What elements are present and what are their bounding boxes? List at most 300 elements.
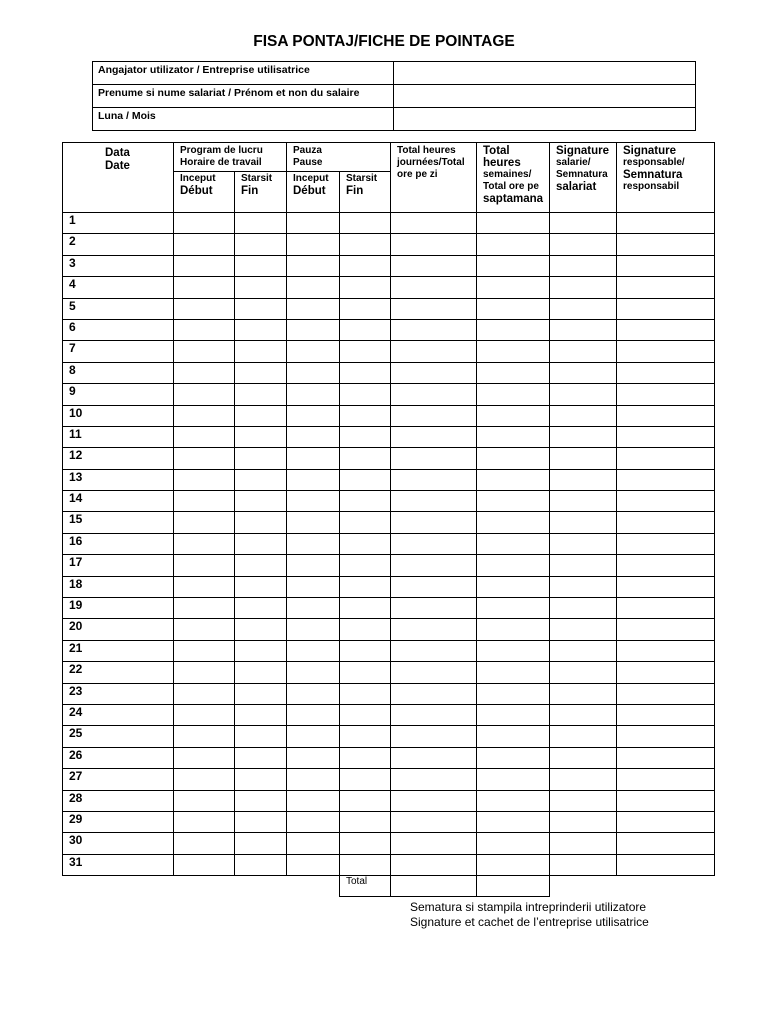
employee-signature-cell[interactable] [550, 790, 617, 811]
daily-total-cell[interactable] [391, 704, 477, 725]
manager-signature-cell[interactable] [617, 384, 715, 405]
employee-signature-cell[interactable] [550, 533, 617, 554]
work-end-cell[interactable] [235, 448, 287, 469]
day-number: 11 [63, 426, 174, 447]
pause-start-cell[interactable] [287, 448, 340, 469]
manager-signature-line: responsabil [623, 181, 680, 192]
weekly-total-cell[interactable] [477, 640, 550, 661]
work-end-cell[interactable] [235, 234, 287, 255]
work-start-cell[interactable] [174, 769, 235, 790]
pause-start-cell[interactable] [287, 384, 340, 405]
pause-end-cell[interactable] [340, 341, 391, 362]
pause-start-cell[interactable] [287, 491, 340, 512]
employee-signature-cell[interactable] [550, 640, 617, 661]
work-end-cell[interactable] [235, 640, 287, 661]
manager-signature-cell[interactable] [617, 448, 715, 469]
employee-signature-cell[interactable] [550, 662, 617, 683]
work-end-cell[interactable] [235, 512, 287, 533]
employee-signature-cell[interactable] [550, 555, 617, 576]
weekly-total-cell[interactable] [477, 448, 550, 469]
employer-field[interactable] [394, 62, 696, 85]
date-header-fr: Date [105, 160, 130, 172]
pause-end-cell[interactable] [340, 319, 391, 340]
work-end-cell[interactable] [235, 298, 287, 319]
work-start-cell[interactable] [174, 341, 235, 362]
work-start-cell[interactable] [174, 405, 235, 426]
table-row [63, 319, 715, 340]
daily-total-cell[interactable] [391, 811, 477, 832]
weekly-total-cell[interactable] [477, 533, 550, 554]
weekly-total-cell[interactable] [477, 726, 550, 747]
month-field[interactable] [394, 108, 696, 131]
work-start-cell[interactable] [174, 619, 235, 640]
pause-start-cell[interactable] [287, 319, 340, 340]
manager-signature-cell[interactable] [617, 405, 715, 426]
employee-signature-cell[interactable] [550, 683, 617, 704]
manager-signature-cell[interactable] [617, 790, 715, 811]
work-end-cell[interactable] [235, 747, 287, 768]
work-end-cell[interactable] [235, 662, 287, 683]
pause-start-cell[interactable] [287, 619, 340, 640]
employee-signature-cell[interactable] [550, 341, 617, 362]
employee-signature-cell[interactable] [550, 384, 617, 405]
daily-total-cell[interactable] [391, 448, 477, 469]
daily-total-cell[interactable] [391, 298, 477, 319]
manager-signature-cell[interactable] [617, 811, 715, 832]
daily-total-cell[interactable] [391, 491, 477, 512]
pause-end-cell[interactable] [340, 726, 391, 747]
work-start-cell[interactable] [174, 469, 235, 490]
employee-signature-cell[interactable] [550, 854, 617, 875]
pause-end-cell[interactable] [340, 277, 391, 298]
work-end-cell[interactable] [235, 213, 287, 234]
employee-signature-cell[interactable] [550, 426, 617, 447]
pause-end-cell[interactable] [340, 790, 391, 811]
day-number: 10 [63, 405, 174, 426]
pause-start-cell[interactable] [287, 640, 340, 661]
pause-start-cell[interactable] [287, 662, 340, 683]
info-row-month [93, 108, 696, 131]
pause-end-cell[interactable] [340, 769, 391, 790]
work-start-cell[interactable] [174, 533, 235, 554]
day-number: 6 [63, 319, 174, 340]
manager-signature-cell[interactable] [617, 683, 715, 704]
manager-signature-cell[interactable] [617, 747, 715, 768]
manager-signature-cell[interactable] [617, 854, 715, 875]
work-start-cell[interactable] [174, 426, 235, 447]
work-start-cell[interactable] [174, 576, 235, 597]
employee-signature-cell[interactable] [550, 362, 617, 383]
date-header-ro: Data [105, 147, 130, 159]
work-start-cell[interactable] [174, 448, 235, 469]
pause-start-cell[interactable] [287, 811, 340, 832]
weekly-total-header [477, 143, 550, 213]
manager-signature-cell[interactable] [617, 213, 715, 234]
employee-signature-cell[interactable] [550, 598, 617, 619]
work-end-cell[interactable] [235, 341, 287, 362]
pause-end-cell[interactable] [340, 854, 391, 875]
daily-total-cell[interactable] [391, 769, 477, 790]
pause-end-cell[interactable] [340, 362, 391, 383]
manager-signature-line: responsable/ [623, 157, 685, 168]
weekly-total-cell[interactable] [477, 769, 550, 790]
table-row [63, 362, 715, 383]
pause-end-cell[interactable] [340, 384, 391, 405]
pause-end-cell[interactable] [340, 576, 391, 597]
employee-signature-cell[interactable] [550, 255, 617, 276]
pause-start-cell[interactable] [287, 234, 340, 255]
work-end-cell[interactable] [235, 533, 287, 554]
manager-signature-cell[interactable] [617, 469, 715, 490]
weekly-total-cell[interactable] [477, 747, 550, 768]
pause-start-cell[interactable] [287, 341, 340, 362]
daily-total-cell[interactable] [391, 726, 477, 747]
daily-total-cell[interactable] [391, 362, 477, 383]
daily-total-cell[interactable] [391, 405, 477, 426]
table-row [63, 448, 715, 469]
manager-signature-cell[interactable] [617, 255, 715, 276]
pause-end-cell[interactable] [340, 213, 391, 234]
work-start-cell[interactable] [174, 319, 235, 340]
weekly-total-cell[interactable] [477, 469, 550, 490]
employee-signature-line: salarie/ [556, 157, 591, 168]
work-start-cell[interactable] [174, 747, 235, 768]
employee-signature-cell[interactable] [550, 491, 617, 512]
daily-total-cell[interactable] [391, 469, 477, 490]
weekly-total-cell[interactable] [477, 405, 550, 426]
work-start-cell[interactable] [174, 640, 235, 661]
work-start-cell[interactable] [174, 683, 235, 704]
work-start-cell[interactable] [174, 598, 235, 619]
work-start-header [174, 172, 235, 213]
weekly-total-cell[interactable] [477, 341, 550, 362]
weekly-total-cell[interactable] [477, 213, 550, 234]
work-end-cell[interactable] [235, 426, 287, 447]
pause-end-cell[interactable] [340, 448, 391, 469]
work-end-cell[interactable] [235, 790, 287, 811]
employee-signature-cell[interactable] [550, 726, 617, 747]
date-header [63, 143, 174, 213]
pause-end-cell[interactable] [340, 469, 391, 490]
manager-signature-cell[interactable] [617, 833, 715, 854]
pause-end-cell[interactable] [340, 234, 391, 255]
pause-end-cell[interactable] [340, 298, 391, 319]
table-row [63, 234, 715, 255]
manager-signature-cell[interactable] [617, 533, 715, 554]
total-daily-cell[interactable] [391, 876, 477, 897]
manager-signature-cell[interactable] [617, 662, 715, 683]
weekly-total-cell[interactable] [477, 298, 550, 319]
pause-end-cell[interactable] [340, 491, 391, 512]
weekly-total-cell[interactable] [477, 426, 550, 447]
manager-signature-cell[interactable] [617, 769, 715, 790]
daily-total-cell[interactable] [391, 213, 477, 234]
pause-start-cell[interactable] [287, 769, 340, 790]
work-end-cell[interactable] [235, 576, 287, 597]
manager-signature-cell[interactable] [617, 341, 715, 362]
manager-signature-cell[interactable] [617, 426, 715, 447]
employee-signature-line: salariat [556, 181, 597, 193]
manager-signature-cell[interactable] [617, 234, 715, 255]
header-row-top [63, 143, 715, 172]
program-header-fr: Horaire de travail [180, 157, 262, 168]
manager-signature-cell[interactable] [617, 277, 715, 298]
manager-signature-cell[interactable] [617, 555, 715, 576]
table-row [63, 769, 715, 790]
table-row [63, 298, 715, 319]
pause-start-cell[interactable] [287, 533, 340, 554]
work-end-cell[interactable] [235, 811, 287, 832]
day-number: 8 [63, 362, 174, 383]
pause-start-cell[interactable] [287, 512, 340, 533]
pause-start-cell[interactable] [287, 277, 340, 298]
work-end-cell[interactable] [235, 319, 287, 340]
table-row [63, 598, 715, 619]
pause-end-cell[interactable] [340, 555, 391, 576]
work-start-cell[interactable] [174, 790, 235, 811]
manager-signature-cell[interactable] [617, 319, 715, 340]
pause-start-cell[interactable] [287, 255, 340, 276]
employee-signature-cell[interactable] [550, 811, 617, 832]
work-end-cell[interactable] [235, 598, 287, 619]
weekly-total-cell[interactable] [477, 491, 550, 512]
weekly-total-line: Total [483, 145, 510, 157]
pause-end-cell[interactable] [340, 255, 391, 276]
pause-start-cell[interactable] [287, 854, 340, 875]
daily-total-cell[interactable] [391, 426, 477, 447]
employee-info-table [92, 61, 696, 131]
weekly-total-cell[interactable] [477, 512, 550, 533]
pause-start-cell[interactable] [287, 405, 340, 426]
work-start-cell[interactable] [174, 833, 235, 854]
weekly-total-cell[interactable] [477, 619, 550, 640]
manager-signature-cell[interactable] [617, 619, 715, 640]
work-end-cell[interactable] [235, 405, 287, 426]
employee-signature-cell[interactable] [550, 213, 617, 234]
pause-header-fr: Pause [293, 157, 323, 168]
day-number: 9 [63, 384, 174, 405]
pause-end-cell[interactable] [340, 405, 391, 426]
pause-start-cell[interactable] [287, 555, 340, 576]
work-start-cell[interactable] [174, 512, 235, 533]
work-start-cell[interactable] [174, 255, 235, 276]
weekly-total-line: heures [483, 157, 521, 169]
weekly-total-cell[interactable] [477, 555, 550, 576]
table-row [63, 726, 715, 747]
start-label-fr: Début [293, 185, 326, 197]
pause-start-cell[interactable] [287, 426, 340, 447]
pause-start-cell[interactable] [287, 726, 340, 747]
table-row [63, 747, 715, 768]
employee-signature-cell[interactable] [550, 319, 617, 340]
day-number: 21 [63, 640, 174, 661]
employee-signature-cell[interactable] [550, 747, 617, 768]
pause-start-cell[interactable] [287, 833, 340, 854]
weekly-total-cell[interactable] [477, 576, 550, 597]
work-end-cell[interactable] [235, 833, 287, 854]
weekly-total-cell[interactable] [477, 854, 550, 875]
pause-end-cell[interactable] [340, 704, 391, 725]
work-end-cell[interactable] [235, 277, 287, 298]
program-header-ro: Program de lucru [180, 145, 263, 156]
weekly-total-line: Total ore pe [483, 181, 539, 192]
work-start-cell[interactable] [174, 234, 235, 255]
daily-total-cell[interactable] [391, 747, 477, 768]
work-start-cell[interactable] [174, 704, 235, 725]
table-row [63, 255, 715, 276]
daily-total-cell[interactable] [391, 319, 477, 340]
pause-start-cell[interactable] [287, 298, 340, 319]
weekly-total-cell[interactable] [477, 277, 550, 298]
daily-total-cell[interactable] [391, 833, 477, 854]
daily-total-cell[interactable] [391, 640, 477, 661]
employee-signature-cell[interactable] [550, 298, 617, 319]
employee-signature-cell[interactable] [550, 704, 617, 725]
daily-total-cell[interactable] [391, 533, 477, 554]
pause-end-cell[interactable] [340, 512, 391, 533]
work-start-cell[interactable] [174, 277, 235, 298]
employee-signature-cell[interactable] [550, 405, 617, 426]
employee-signature-cell[interactable] [550, 769, 617, 790]
work-start-cell[interactable] [174, 298, 235, 319]
work-end-cell[interactable] [235, 769, 287, 790]
pause-end-cell[interactable] [340, 533, 391, 554]
pause-start-cell[interactable] [287, 598, 340, 619]
pause-start-cell[interactable] [287, 683, 340, 704]
employee-signature-cell[interactable] [550, 576, 617, 597]
employee-signature-cell[interactable] [550, 469, 617, 490]
daily-total-cell[interactable] [391, 341, 477, 362]
manager-signature-cell[interactable] [617, 512, 715, 533]
table-row [63, 640, 715, 661]
employee-signature-header [550, 143, 617, 213]
pause-start-cell[interactable] [287, 362, 340, 383]
page-title: FISA PONTAJ/FICHE DE POINTAGE [253, 33, 515, 50]
weekly-total-cell[interactable] [477, 362, 550, 383]
work-end-cell[interactable] [235, 255, 287, 276]
daily-total-cell[interactable] [391, 234, 477, 255]
pause-start-cell[interactable] [287, 469, 340, 490]
employee-signature-cell[interactable] [550, 234, 617, 255]
daily-total-cell[interactable] [391, 790, 477, 811]
manager-signature-cell[interactable] [617, 726, 715, 747]
start-label-ro: Inceput [293, 173, 329, 184]
table-row [63, 833, 715, 854]
pause-end-cell[interactable] [340, 811, 391, 832]
manager-signature-cell[interactable] [617, 576, 715, 597]
pause-start-cell[interactable] [287, 576, 340, 597]
work-end-cell[interactable] [235, 555, 287, 576]
weekly-total-cell[interactable] [477, 234, 550, 255]
pause-end-cell[interactable] [340, 747, 391, 768]
weekly-total-cell[interactable] [477, 598, 550, 619]
weekly-total-cell[interactable] [477, 255, 550, 276]
pause-start-cell[interactable] [287, 704, 340, 725]
employee-signature-cell[interactable] [550, 277, 617, 298]
work-end-cell[interactable] [235, 384, 287, 405]
day-number: 28 [63, 790, 174, 811]
weekly-total-cell[interactable] [477, 662, 550, 683]
table-row [63, 576, 715, 597]
weekly-total-cell[interactable] [477, 811, 550, 832]
pause-end-cell[interactable] [340, 426, 391, 447]
weekly-total-cell[interactable] [477, 683, 550, 704]
daily-total-cell[interactable] [391, 555, 477, 576]
manager-signature-cell[interactable] [617, 362, 715, 383]
manager-signature-cell[interactable] [617, 491, 715, 512]
work-start-cell[interactable] [174, 213, 235, 234]
work-end-cell[interactable] [235, 726, 287, 747]
work-end-cell[interactable] [235, 683, 287, 704]
work-start-cell[interactable] [174, 811, 235, 832]
daily-total-cell[interactable] [391, 619, 477, 640]
total-weekly-cell[interactable] [477, 876, 550, 897]
daily-total-cell[interactable] [391, 277, 477, 298]
pause-start-cell[interactable] [287, 790, 340, 811]
work-end-cell[interactable] [235, 619, 287, 640]
pause-start-cell[interactable] [287, 747, 340, 768]
employee-signature-cell[interactable] [550, 512, 617, 533]
table-row [63, 683, 715, 704]
work-end-cell[interactable] [235, 362, 287, 383]
employee-signature-cell[interactable] [550, 619, 617, 640]
work-start-cell[interactable] [174, 491, 235, 512]
weekly-total-cell[interactable] [477, 319, 550, 340]
timesheet-table [62, 142, 715, 897]
work-start-cell[interactable] [174, 854, 235, 875]
pause-end-cell[interactable] [340, 640, 391, 661]
stamp-note-fr: Signature et cachet de l’entreprise utilisatrice [410, 915, 649, 929]
manager-signature-cell[interactable] [617, 704, 715, 725]
daily-total-cell[interactable] [391, 255, 477, 276]
work-start-cell[interactable] [174, 555, 235, 576]
daily-total-cell[interactable] [391, 384, 477, 405]
manager-signature-cell[interactable] [617, 640, 715, 661]
weekly-total-cell[interactable] [477, 384, 550, 405]
daily-total-cell[interactable] [391, 512, 477, 533]
work-start-cell[interactable] [174, 662, 235, 683]
daily-total-cell[interactable] [391, 598, 477, 619]
day-number: 13 [63, 469, 174, 490]
work-end-cell[interactable] [235, 704, 287, 725]
work-end-cell[interactable] [235, 469, 287, 490]
work-end-cell[interactable] [235, 491, 287, 512]
weekly-total-cell[interactable] [477, 833, 550, 854]
work-end-cell[interactable] [235, 854, 287, 875]
daily-total-cell[interactable] [391, 662, 477, 683]
daily-total-cell[interactable] [391, 854, 477, 875]
pause-end-cell[interactable] [340, 833, 391, 854]
employee-name-field[interactable] [394, 85, 696, 108]
weekly-total-cell[interactable] [477, 704, 550, 725]
work-start-cell[interactable] [174, 726, 235, 747]
employee-signature-cell[interactable] [550, 833, 617, 854]
manager-signature-cell[interactable] [617, 598, 715, 619]
employee-signature-line: Semnatura [556, 169, 608, 180]
daily-total-cell[interactable] [391, 576, 477, 597]
work-start-cell[interactable] [174, 362, 235, 383]
pause-end-cell[interactable] [340, 662, 391, 683]
employee-signature-cell[interactable] [550, 448, 617, 469]
weekly-total-cell[interactable] [477, 790, 550, 811]
pause-end-cell[interactable] [340, 598, 391, 619]
work-start-cell[interactable] [174, 384, 235, 405]
daily-total-cell[interactable] [391, 683, 477, 704]
pause-start-cell[interactable] [287, 213, 340, 234]
pause-end-cell[interactable] [340, 683, 391, 704]
manager-signature-cell[interactable] [617, 298, 715, 319]
pause-end-cell[interactable] [340, 619, 391, 640]
